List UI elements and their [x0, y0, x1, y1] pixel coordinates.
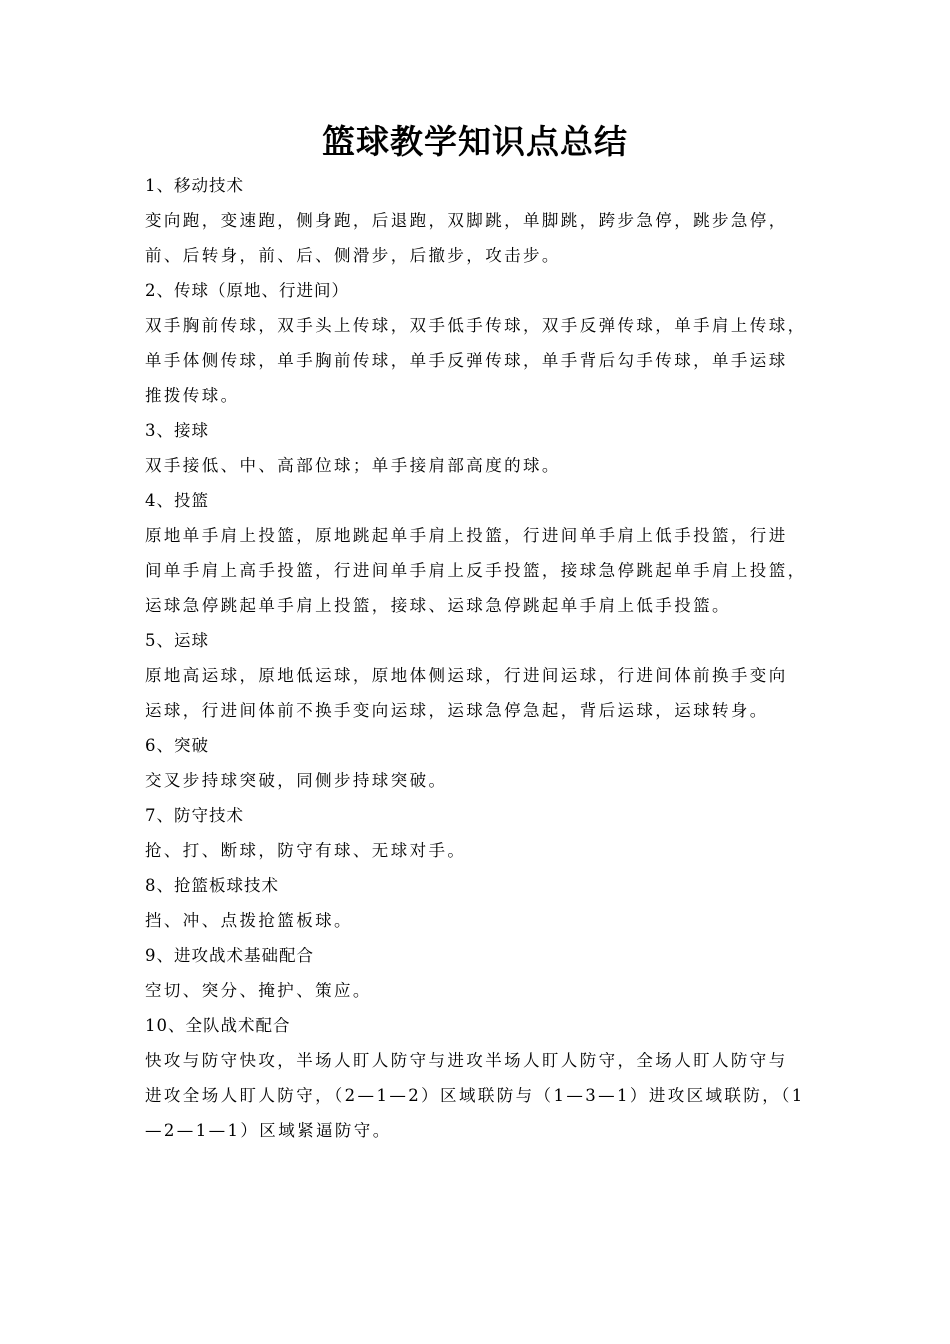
section-heading: 4、投篮 — [145, 491, 209, 510]
section-text-line: 双手接低、中、高部位球；单手接肩部高度的球。 — [145, 456, 561, 475]
section-text-line: 原地高运球，原地低运球，原地体侧运球，行进间运球，行进间体前换手变向 — [145, 666, 788, 685]
section-text-line: 原地单手肩上投篮，原地跳起单手肩上投篮，行进间单手肩上低手投篮，行进 — [145, 526, 788, 545]
section-text-line: 运球，行进间体前不换手变向运球，运球急停急起，背后运球，运球转身。 — [145, 701, 769, 720]
section-text-line: 单手体侧传球，单手胸前传球，单手反弹传球，单手背后勾手传球，单手运球 — [145, 351, 788, 370]
document-body — [145, 168, 835, 1148]
section-heading: 9、进攻战术基础配合 — [145, 946, 314, 965]
section-heading: 10、全队战术配合 — [145, 1016, 291, 1035]
section-text-line: 挡、冲、点拨抢篮板球。 — [145, 911, 353, 930]
section-text-line: 推拨传球。 — [145, 386, 240, 405]
section-text-line: 快攻与防守快攻，半场人盯人防守与进攻半场人盯人防守，全场人盯人防守与 — [145, 1051, 788, 1070]
section-heading: 7、防守技术 — [145, 806, 244, 825]
section-heading: 8、抢篮板球技术 — [145, 876, 279, 895]
section-heading: 1、移动技术 — [145, 176, 244, 195]
section-heading: 5、运球 — [145, 631, 209, 650]
section-text-line: 间单手肩上高手投篮，行进间单手肩上反手投篮，接球急停跳起单手肩上投篮， — [145, 561, 807, 580]
section-heading: 6、突破 — [145, 736, 209, 755]
section-text-line: 前、后转身，前、后、侧滑步，后撤步，攻击步。 — [145, 246, 561, 265]
section-text-line: 交叉步持球突破，同侧步持球突破。 — [145, 771, 448, 790]
section-text-line: —2—1—1）区域紧逼防守。 — [145, 1121, 392, 1140]
section-heading: 2、传球（原地、行进间） — [145, 281, 349, 300]
document-title: 篮球教学知识点总结 — [322, 122, 628, 161]
section-text-line: 抢、打、断球，防守有球、无球对手。 — [145, 841, 467, 860]
section-text-line: 变向跑，变速跑，侧身跑，后退跑，双脚跳，单脚跳，跨步急停，跳步急停， — [145, 211, 788, 230]
section-text-line: 进攻全场人盯人防守，（2—1—2）区域联防与（1—3—1）进攻区域联防，（1 — [145, 1086, 805, 1105]
section-text-line: 双手胸前传球，双手头上传球，双手低手传球，双手反弹传球，单手肩上传球， — [145, 316, 807, 335]
section-text-line: 空切、突分、掩护、策应。 — [145, 981, 372, 1000]
section-text-line: 运球急停跳起单手肩上投篮，接球、运球急停跳起单手肩上低手投篮。 — [145, 596, 731, 615]
section-heading: 3、接球 — [145, 421, 209, 440]
